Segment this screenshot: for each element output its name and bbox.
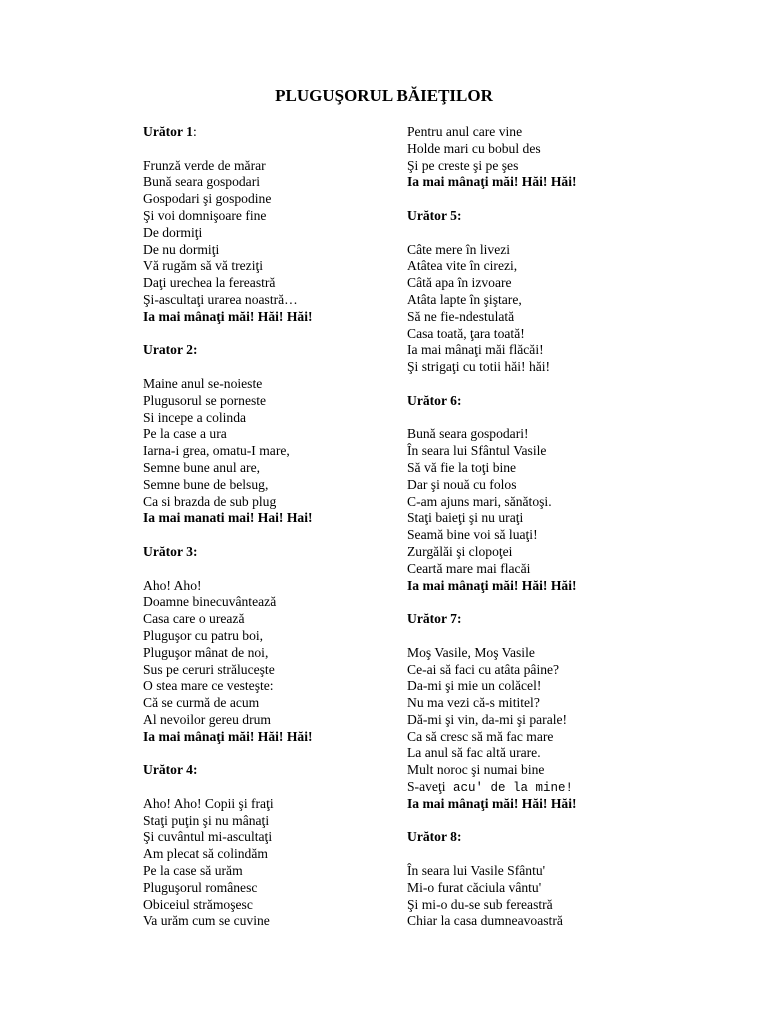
verse-line: [407, 342, 737, 359]
line-text: Seamă bine voi să luaţi!: [407, 527, 538, 543]
verse-heading-or-refrain: [407, 611, 737, 628]
right-column: [407, 124, 737, 930]
line-suffix: :: [192, 124, 197, 139]
verse-line: [407, 158, 737, 175]
line-text: O stea mare ce vesteşte:: [143, 678, 274, 694]
line-text: Pluguşor mânat de noi,: [143, 644, 269, 660]
line-text: Dar şi nouă cu folos: [407, 476, 517, 492]
verse-line: [407, 779, 737, 796]
verse-line: [407, 292, 737, 309]
verse-heading-or-refrain: [407, 174, 737, 191]
line-text: Al nevoilor gereu drum: [143, 711, 271, 727]
line-text: Urător 1: [143, 124, 193, 139]
line-text: Ce-ai să faci cu atâta pâine?: [407, 661, 560, 677]
blank-line: [407, 813, 737, 830]
line-text: Dă-mi şi vin, da-mi şi parale!: [407, 711, 568, 727]
verse-line: [407, 309, 737, 326]
line-text: Pe la case să urăm: [143, 863, 243, 879]
line-text: Pe la case a ura: [143, 426, 227, 442]
line-text: Şi pe creste şi pe şes: [407, 157, 519, 173]
line-text: Atâtea vite în cirezi,: [407, 258, 518, 274]
verse-line: [407, 460, 737, 477]
verse-line: [407, 712, 737, 729]
line-text: Maine anul se-noieste: [143, 375, 263, 391]
verse-line: [407, 326, 737, 343]
line-text: În seara lui Vasile Sfântu': [407, 863, 546, 879]
line-text: Urător 7:: [407, 611, 462, 627]
line-text: Câtă apa în izvoare: [407, 275, 512, 291]
line-text: Vă rugăm să vă treziţi: [143, 258, 264, 274]
blank-line: [407, 846, 737, 863]
verse-heading-or-refrain: [407, 829, 737, 846]
line-text: Doamne binecuvântează: [143, 594, 277, 610]
line-text: Şi cuvântul mi-ascultaţi: [143, 829, 273, 845]
line-text: Ia mai manati mai! Hai! Hai!: [143, 510, 313, 526]
line-text: Ceartă mare mai flacăi: [407, 560, 531, 576]
blank-line: [407, 225, 737, 242]
line-text: În seara lui Sfântul Vasile: [407, 443, 547, 459]
line-text: Pentru anul care vine: [407, 124, 523, 139]
line-text: C-am ajuns mari, sănătoşi.: [407, 493, 552, 509]
line-text: Urător 8:: [407, 829, 462, 845]
verse-line: [407, 527, 737, 544]
line-text: Urator 2:: [143, 342, 198, 358]
verse-line: [407, 729, 737, 746]
line-text: Casa care o urează: [143, 611, 245, 627]
verse-line: [407, 762, 737, 779]
line-text: Ia mai mânaţi măi! Hăi! Hăi!: [143, 728, 313, 744]
line-text: Bună seara gospodari!: [407, 426, 529, 442]
line-text: Gospodari şi gospodine: [143, 191, 272, 207]
verse-line: [407, 863, 737, 880]
line-text: Semne bune de belsug,: [143, 476, 269, 492]
line-text: Şi-ascultaţi urarea noastră: [143, 291, 285, 307]
line-text: Mult noroc şi numai bine: [407, 762, 545, 778]
line-suffix: …: [284, 291, 298, 307]
line-text: Urător 6:: [407, 392, 462, 408]
line-text: Ia mai mânaţi măi! Hăi! Hăi!: [407, 795, 577, 811]
line-text: Să ne fie-ndestulată: [407, 308, 515, 324]
line-text: Urător 5:: [407, 207, 462, 223]
verse-line: [407, 880, 737, 897]
verse-line: [407, 678, 737, 695]
verse-line: [407, 494, 737, 511]
blank-line: [407, 191, 737, 208]
line-text: Casa toată, ţara toată!: [407, 325, 525, 341]
verse-heading-or-refrain: [407, 393, 737, 410]
line-text: Nu ma vezi că-s mititel?: [407, 695, 540, 711]
verse-line: [407, 913, 737, 930]
line-text: Sus pe ceruri străluceşte: [143, 661, 275, 677]
line-text: Am plecat să colindăm: [143, 846, 268, 862]
line-text: Si incepe a colinda: [143, 409, 247, 425]
line-text: Ia mai mânaţi măi! Hăi! Hăi!: [143, 308, 313, 324]
line-text: Obiceiul strămoşesc: [143, 896, 253, 912]
verse-line: [407, 645, 737, 662]
line-text: Pluguşorul românesc: [143, 879, 258, 895]
line-text: S-aveţi: [407, 779, 446, 795]
line-text: Staţi puţin şi nu mânaţi: [143, 812, 270, 828]
line-text: Mi-o furat căciula vântu': [407, 879, 542, 895]
verse-heading-or-refrain: [407, 208, 737, 225]
line-text: Semne bune anul are,: [143, 459, 261, 475]
line-text: Să vă fie la toţi bine: [407, 459, 517, 475]
line-text: Zurgălăi şi clopoţei: [407, 543, 513, 559]
line-text: De nu dormiţi: [143, 241, 220, 257]
blank-line: [407, 628, 737, 645]
verse-line: [407, 359, 737, 376]
verse-line: [407, 561, 737, 578]
line-text: Aho! Aho!: [143, 577, 202, 593]
verse-line: [407, 141, 737, 158]
line-text: Plugusorul se porneste: [143, 392, 267, 408]
line-text: Chiar la casa dumneavoastră: [407, 913, 563, 929]
verse-line: [407, 745, 737, 762]
verse-line: [407, 426, 737, 443]
line-text: Ca să cresc să mă fac mare: [407, 728, 554, 744]
line-text: Şi voi domnişoare fine: [143, 207, 267, 223]
line-text: Ia mai mânaţi măi flăcăi!: [407, 342, 544, 358]
line-suffix: acu' de la mine!: [445, 781, 574, 796]
line-text: Moş Vasile, Moş Vasile: [407, 644, 535, 660]
line-text: Bună seara gospodari: [143, 174, 261, 190]
line-text: Ca si brazda de sub plug: [143, 493, 277, 509]
blank-line: [407, 376, 737, 393]
line-text: Ia mai mânaţi măi! Hăi! Hăi!: [407, 577, 577, 593]
verse-line: [407, 695, 737, 712]
line-text: Da-mi şi mie un colăcel!: [407, 678, 542, 694]
blank-line: [407, 594, 737, 611]
verse-line: [407, 510, 737, 527]
line-text: Şi mi-o du-se sub fereastră: [407, 896, 553, 912]
line-text: Urător 3:: [143, 543, 198, 559]
line-text: Va urăm cum se cuvine: [143, 913, 270, 929]
line-text: Holde mari cu bobul des: [407, 140, 541, 156]
line-text: Urător 4:: [143, 762, 198, 778]
line-text: Că se curmă de acum: [143, 695, 260, 711]
verse-line: [407, 124, 737, 141]
verse-line: [407, 544, 737, 561]
page-title: PLUGUŞORUL BĂIEŢILOR: [275, 86, 493, 105]
blank-line: [407, 410, 737, 427]
verse-heading-or-refrain: [407, 578, 737, 595]
line-text: Frunză verde de mărar: [143, 157, 266, 173]
line-text: Aho! Aho! Copii şi fraţi: [143, 795, 274, 811]
line-text: De dormiţi: [143, 224, 203, 240]
line-text: Atâta lapte în şiştare,: [407, 291, 522, 307]
verse-line: [407, 242, 737, 259]
line-text: Daţi urechea la fereastră: [143, 275, 276, 291]
line-text: La anul să fac altă urare.: [407, 745, 541, 761]
verse-line: [407, 443, 737, 460]
verse-line: [407, 477, 737, 494]
line-text: Câte mere în livezi: [407, 241, 511, 257]
line-text: Iarna-i grea, omatu-I mare,: [143, 443, 290, 459]
verse-heading-or-refrain: [407, 796, 737, 813]
line-text: Staţi baieţi şi nu uraţi: [407, 510, 524, 526]
line-text: Şi strigaţi cu totii hăi! hăi!: [407, 359, 551, 375]
line-text: Ia mai mânaţi măi! Hăi! Hăi!: [407, 174, 577, 190]
verse-line: [407, 275, 737, 292]
verse-line: [407, 258, 737, 275]
line-text: Pluguşor cu patru boi,: [143, 627, 264, 643]
verse-line: [407, 662, 737, 679]
verse-line: [407, 897, 737, 914]
